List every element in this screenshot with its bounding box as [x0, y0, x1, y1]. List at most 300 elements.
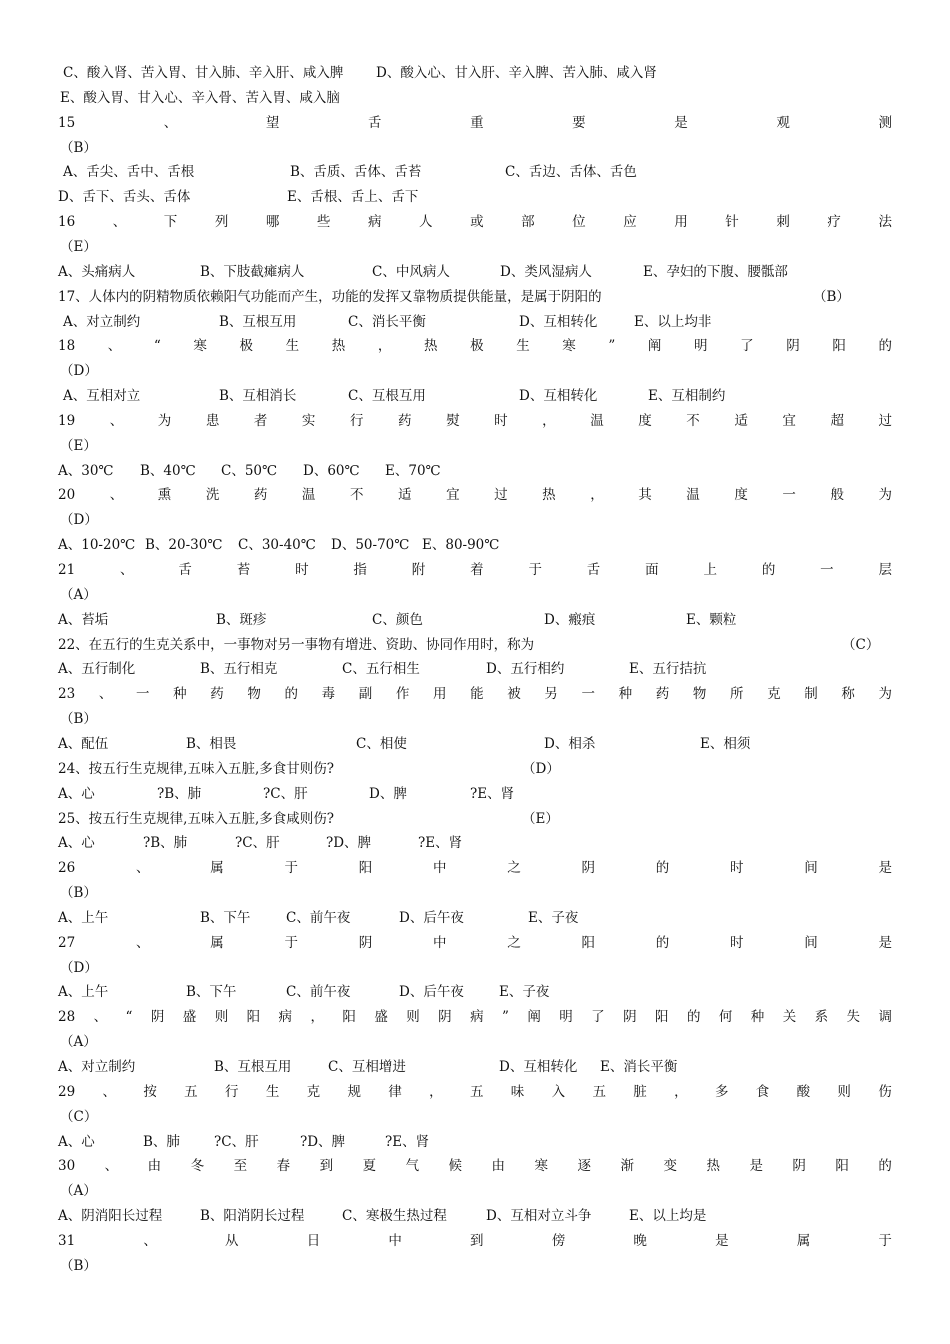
option-item: E、以上均非 [634, 313, 712, 330]
option-item: B、互根互用 [214, 1059, 292, 1075]
word: 舌 [367, 114, 382, 131]
option-item: B、肺 [143, 1133, 180, 1150]
word: 能 [470, 686, 484, 703]
word: 变 [663, 1158, 677, 1175]
text-line: （D） [60, 959, 98, 976]
option-item: B、40℃ [140, 462, 196, 479]
word: 、 [120, 562, 134, 578]
option-item: B、20-30℃ [145, 537, 223, 554]
word: 候 [448, 1158, 463, 1175]
word: 位 [572, 214, 586, 231]
text-line [58, 384, 892, 408]
word: 为 [878, 487, 892, 504]
option-item: A、苔垢 [58, 611, 109, 628]
option-item: E、80-90℃ [422, 537, 500, 554]
word: 五 [592, 1083, 606, 1100]
word: 阳 [655, 1009, 669, 1026]
word: 、 [135, 860, 150, 877]
word: 、 [109, 412, 124, 429]
word: 时 [295, 562, 309, 578]
word: 种 [173, 686, 187, 703]
text-line [58, 782, 892, 806]
word: 间 [804, 934, 818, 951]
option-item: E、以上均是 [629, 1208, 707, 1225]
word: 盛 [182, 1009, 197, 1026]
word: 实 [301, 412, 316, 429]
word: 从 [225, 1232, 239, 1249]
word: 19 [58, 412, 76, 429]
option-item: ?C、肝 [263, 785, 308, 802]
option-item: 22、在五行的生克关系中，一事物对另一事物有增进、资助、协同作用时，称为 [58, 636, 535, 653]
word: 作 [395, 686, 410, 703]
word: 26 [58, 860, 76, 877]
word: 傍 [551, 1232, 566, 1249]
word: 阐 [647, 338, 662, 355]
text-line [58, 285, 892, 309]
text-line: （D） [60, 512, 98, 529]
word: 列 [214, 214, 229, 231]
word: 行 [349, 412, 364, 429]
option-item: A、阴消阳长过程 [58, 1208, 163, 1225]
word: 下 [163, 214, 178, 231]
word: 者 [253, 412, 268, 429]
word: 宜 [446, 487, 460, 504]
option-item: E、子夜 [499, 984, 550, 1001]
word: 、 [163, 114, 178, 131]
word: 属 [210, 934, 224, 951]
word: 、 [93, 1009, 108, 1026]
word: 洗 [205, 487, 220, 504]
word: 的 [878, 1158, 892, 1175]
word: 16 [58, 214, 76, 231]
option-item: C、消长平衡 [348, 313, 426, 330]
text-line [58, 931, 892, 955]
word: 、 [102, 1083, 117, 1100]
word: 过 [494, 487, 508, 504]
word: 疗 [827, 214, 841, 231]
option-item: A、心 [58, 785, 95, 802]
text-line: （E） [60, 437, 97, 454]
word: 五 [184, 1083, 198, 1100]
word: 、 [112, 214, 127, 231]
option-item: D、60℃ [303, 462, 360, 479]
word: 味 [510, 1083, 525, 1100]
word: 23 [58, 686, 76, 703]
option-item: D、舌下、舌头、舌体 [58, 189, 191, 206]
word: 中 [432, 934, 447, 951]
word: 中 [432, 860, 447, 877]
text-line [58, 1055, 892, 1079]
option-item: C、颜色 [372, 611, 423, 628]
word: 的 [878, 338, 892, 355]
word: 病 [470, 1009, 484, 1026]
option-item: A、互相对立 [63, 388, 141, 405]
option-item: ?E、肾 [418, 835, 463, 852]
word: 时 [494, 412, 508, 429]
option-item: D、50-70℃ [331, 537, 410, 554]
word: 30 [58, 1158, 76, 1175]
word: 生 [516, 338, 530, 355]
word: 药 [398, 412, 412, 429]
word: ， [377, 338, 392, 355]
word: 病 [367, 214, 382, 231]
word: 一 [135, 686, 150, 703]
text-line [58, 757, 892, 781]
word: 熨 [446, 412, 460, 429]
word: ” [502, 1009, 509, 1026]
word: 应 [623, 214, 637, 231]
word: 观 [776, 114, 790, 131]
word: ， [310, 1009, 324, 1026]
option-item: D、互相转化 [519, 313, 598, 330]
option-item: 24、按五行生克规律,五味入五脏,多食甘则伤? [58, 760, 334, 777]
word: 则 [406, 1009, 420, 1026]
word: 的 [655, 934, 670, 951]
option-item: C、中风病人 [372, 263, 450, 280]
word: 于 [878, 1232, 892, 1249]
word: 阳 [246, 1009, 261, 1026]
word: 关 [782, 1009, 797, 1026]
word: 28 [58, 1009, 76, 1026]
word: ， [429, 1083, 443, 1100]
option-item: D、酸入心、甘入肝、辛入脾、苦入肺、咸入肾 [376, 65, 657, 81]
word: 刺 [776, 214, 790, 231]
text-line [58, 807, 892, 831]
word: 、 [107, 338, 122, 355]
text-line [58, 732, 892, 756]
word: 法 [878, 214, 892, 231]
text-line [58, 533, 892, 557]
text-line: （A） [60, 1034, 97, 1051]
word: 物 [247, 686, 261, 703]
option-item: A、配伍 [58, 735, 109, 752]
option-item: A、舌尖、舌中、舌根 [63, 164, 195, 181]
option-item: D、后午夜 [399, 984, 464, 1001]
word: 温 [301, 487, 316, 504]
word: 称 [841, 686, 855, 703]
option-item: A、10-20℃ [58, 537, 136, 554]
word: 些 [316, 214, 331, 231]
word: 由 [147, 1158, 162, 1175]
option-item: A、五行制化 [58, 661, 136, 678]
text-line: （D） [60, 363, 98, 380]
option-item: ?D、脾 [326, 835, 372, 852]
option-item: B、五行相克 [200, 661, 278, 678]
option-item: ?E、肾 [470, 785, 515, 802]
word: 另 [544, 686, 558, 703]
word: 27 [58, 934, 76, 951]
word: 律 [388, 1083, 402, 1100]
text-line [58, 558, 892, 582]
option-item: A、心 [58, 835, 95, 852]
text-line [58, 906, 892, 930]
option-item: A、对立制约 [63, 313, 141, 330]
word: 到 [470, 1232, 484, 1249]
option-item: C、相使 [356, 735, 407, 752]
word: 寒 [534, 1158, 549, 1175]
option-item: D、瘢痕 [544, 611, 596, 628]
text-line [58, 483, 892, 507]
word: 药 [210, 686, 224, 703]
option-item: A、头痛病人 [58, 263, 136, 280]
word: 哪 [265, 214, 280, 231]
option-item: E、五行拮抗 [629, 661, 707, 678]
word: 超 [830, 412, 844, 429]
text-line [58, 1005, 892, 1029]
word: 29 [58, 1083, 76, 1100]
word: ， [542, 412, 556, 429]
word: 脏 [633, 1083, 647, 1100]
word: 热 [331, 338, 346, 355]
word: 阴 [786, 338, 800, 355]
option-item: C、寒极生热过程 [342, 1208, 447, 1225]
option-item: E、孕妇的下腹、腰骶部 [643, 263, 788, 280]
option-item: D、后午夜 [399, 909, 464, 926]
text-line [58, 633, 892, 657]
word: 苔 [236, 562, 251, 578]
option-item: E、颗粒 [686, 611, 737, 628]
word: 阴 [150, 1009, 165, 1026]
word: 种 [750, 1009, 765, 1026]
option-item: B、阳消阴长过程 [200, 1208, 305, 1225]
option-item: C、互根互用 [348, 388, 426, 405]
word: 阐 [527, 1009, 541, 1026]
text-line: （E） [60, 238, 97, 255]
word: 了 [591, 1009, 605, 1026]
option-item: ?D、脾 [300, 1133, 346, 1150]
word: 伤 [878, 1083, 892, 1100]
option-item: （C） [842, 636, 880, 653]
option-item: B、互相消长 [219, 388, 297, 405]
word: 熏 [157, 487, 172, 504]
text-line: （B） [60, 885, 97, 902]
word: 上 [703, 562, 717, 578]
text-line [58, 1080, 892, 1104]
word: 极 [239, 338, 254, 355]
text-line [58, 459, 892, 483]
word: 病 [278, 1009, 293, 1026]
text-line: （C） [60, 1108, 98, 1125]
word: 多 [714, 1083, 729, 1100]
word: 18 [58, 338, 76, 355]
option-item: C、50℃ [221, 462, 278, 479]
option-item: C、前午夜 [286, 984, 351, 1001]
option-item: ?B、肺 [143, 835, 188, 852]
word: 日 [306, 1232, 321, 1249]
word: 望 [265, 114, 280, 131]
word: 寒 [193, 338, 207, 355]
word: 调 [878, 1009, 892, 1026]
word: 气 [405, 1158, 420, 1175]
word: 逐 [577, 1158, 591, 1175]
word: 宜 [782, 412, 796, 429]
word: 的 [761, 562, 776, 578]
option-item: A、上午 [58, 909, 109, 926]
word: 阴 [438, 1009, 452, 1026]
text-line: （B） [60, 711, 97, 728]
word: 何 [718, 1009, 733, 1026]
word: 适 [398, 487, 412, 504]
word: 失 [846, 1009, 861, 1026]
text-line: （B） [60, 139, 97, 156]
word: 至 [233, 1158, 248, 1175]
text-line [58, 310, 892, 334]
text-line: （A） [60, 1183, 97, 1200]
word: 克 [306, 1083, 321, 1100]
text-line [58, 210, 892, 234]
text-line [58, 856, 892, 880]
option-item: D、相杀 [544, 735, 596, 752]
word: 毒 [321, 686, 336, 703]
option-item: 17、人体内的阴精物质依赖阳气功能而产生，功能的发挥又靠物质提供能量，是属于阴阳的 [58, 288, 602, 305]
word: 的 [284, 686, 298, 703]
word: 、 [135, 934, 150, 951]
text-line [58, 1130, 892, 1154]
word: 酸 [796, 1083, 811, 1100]
text-line [58, 185, 892, 209]
word: 患 [205, 412, 220, 429]
word: 阴 [792, 1158, 806, 1175]
word: 阴 [623, 1009, 637, 1026]
word: 是 [715, 1232, 729, 1249]
option-item: C、30-40℃ [238, 537, 316, 554]
word: 是 [878, 860, 892, 877]
option-item: 25、按五行生克规律,五味入五脏,多食咸则伤? [58, 810, 334, 827]
text-line [58, 1204, 892, 1228]
word: 是 [749, 1158, 763, 1175]
word: 盛 [374, 1009, 388, 1026]
word: 极 [470, 338, 484, 355]
word: 之 [507, 934, 521, 951]
word: 物 [692, 686, 707, 703]
word: 用 [674, 214, 688, 231]
word: 是 [674, 114, 688, 131]
word: 寒 [562, 338, 576, 355]
word: 于 [528, 562, 542, 578]
word: 夏 [362, 1158, 377, 1175]
text-line [58, 657, 892, 681]
word: 晚 [633, 1232, 647, 1249]
word: 被 [507, 686, 521, 703]
word: 15 [58, 114, 76, 131]
text-line [58, 409, 892, 433]
word: 了 [740, 338, 754, 355]
word: 时 [729, 860, 744, 877]
word: 一 [581, 686, 595, 703]
word: 层 [878, 562, 892, 578]
word: “ [125, 1009, 133, 1026]
option-item: （E） [522, 810, 559, 827]
text-line [58, 111, 892, 135]
option-item: E、70℃ [385, 462, 441, 479]
word: 所 [729, 686, 744, 703]
text-line [58, 260, 892, 284]
option-item: E、子夜 [528, 909, 579, 926]
word: 阴 [358, 934, 373, 951]
option-item: E、消长平衡 [600, 1059, 678, 1075]
word: 是 [878, 934, 892, 951]
option-item: B、相畏 [186, 735, 237, 752]
word: 重 [470, 114, 484, 131]
word: 的 [686, 1009, 701, 1026]
word: 人 [419, 214, 433, 231]
word: 热 [542, 487, 556, 504]
word: 过 [878, 412, 892, 429]
word: ” [608, 338, 616, 355]
option-item: ?E、肾 [385, 1133, 430, 1150]
word: 度 [734, 487, 748, 504]
text-line [58, 61, 892, 85]
word: 入 [551, 1083, 566, 1100]
text-line [58, 608, 892, 632]
word: 适 [734, 412, 748, 429]
word: 由 [491, 1158, 506, 1175]
option-item: D、五行相约 [486, 661, 565, 678]
word: 阳 [342, 1009, 356, 1026]
text-line [58, 160, 892, 184]
option-item: C、五行相生 [342, 661, 420, 678]
option-item: ?C、肝 [214, 1133, 259, 1150]
option-item: B、下午 [186, 984, 237, 1001]
word: 中 [388, 1232, 402, 1249]
word: 或 [470, 214, 484, 231]
word: 其 [638, 487, 652, 504]
word: 用 [432, 686, 447, 703]
word: 于 [284, 934, 298, 951]
option-item: E、舌根、舌上、舌下 [287, 189, 419, 206]
word: 度 [638, 412, 652, 429]
word: 之 [507, 860, 521, 877]
option-item: A、30℃ [58, 462, 114, 479]
word: 明 [559, 1009, 573, 1026]
word: 部 [521, 214, 535, 231]
word: 舌 [178, 562, 192, 578]
word: 制 [804, 686, 818, 703]
option-item: B、斑疹 [216, 611, 267, 628]
word: 规 [347, 1083, 361, 1100]
word: 渐 [620, 1158, 634, 1175]
word: 明 [694, 338, 708, 355]
option-item: （B） [813, 288, 850, 305]
option-item: D、互相对立斗争 [486, 1208, 592, 1225]
word: 21 [58, 562, 76, 578]
option-item: D、互相转化 [499, 1059, 578, 1075]
word: 属 [210, 860, 224, 877]
text-line [58, 334, 892, 358]
word: 副 [358, 686, 373, 703]
option-item: B、互根互用 [219, 313, 297, 330]
text-line: E、酸入胃、甘入心、辛入骨、苦入胃、咸入脑 [60, 89, 340, 106]
text-line [58, 1229, 892, 1253]
option-item: C、互相增进 [328, 1059, 406, 1075]
option-item: A、心 [58, 1133, 95, 1150]
option-item: A、上午 [58, 984, 109, 1001]
word: 、 [104, 1158, 119, 1175]
word: 着 [470, 562, 484, 578]
text-line [58, 682, 892, 706]
word: 阳 [832, 338, 846, 355]
word: 测 [878, 114, 892, 131]
word: 系 [814, 1009, 829, 1026]
word: 不 [686, 412, 700, 429]
text-line [58, 831, 892, 855]
word: 克 [767, 686, 781, 703]
option-item: ?B、肺 [157, 785, 202, 802]
word: ， [590, 487, 604, 504]
option-item: B、下肢截瘫病人 [200, 263, 305, 280]
word: 温 [686, 487, 700, 504]
word: 般 [830, 487, 844, 504]
